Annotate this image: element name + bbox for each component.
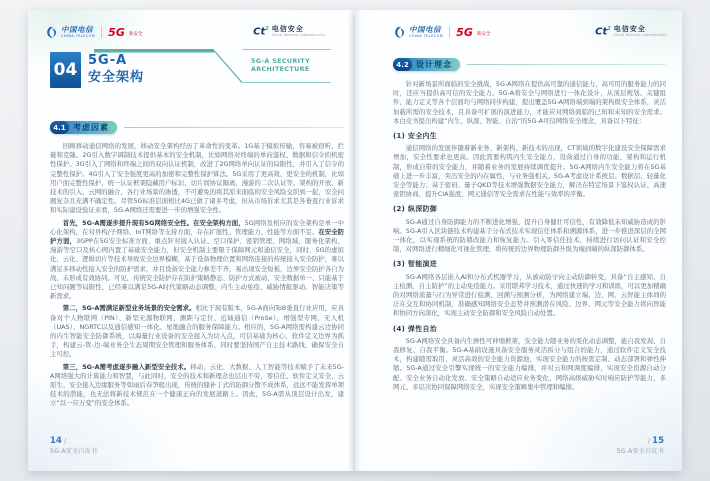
item-heading: (3) 智能演进 xyxy=(393,260,438,269)
page-left xyxy=(28,10,355,471)
telecom-security-wordmark-en: China Telecom Cybersecurity xyxy=(271,33,325,38)
page-footer-left: 14 / 5G-A安全白皮书 xyxy=(50,436,98,455)
telecom-security-wordmark-en: China Telecom Cybersecurity xyxy=(613,33,667,38)
chapter-subtitle-line2: ARCHITECTURE xyxy=(251,66,310,73)
right-page-body xyxy=(393,80,666,395)
item-heading: (2) 纵深防御 xyxy=(393,205,438,214)
telecom-security-logo xyxy=(253,26,325,37)
china-telecom-logo xyxy=(393,26,490,39)
item-heading: (4) 弹性自治 xyxy=(393,324,438,333)
paragraph: 首先，5G-A需逐步提升现有5G网络安全性。在安全架构方面，5G网络及相应的安全架构是单一中心化架构，在对异构/子网络、IoT网络等支持方面，存在扩展性、管理能力、性能等方面不足。在安全防护方面，3GPP在5G安全标准方面，重点针对接入认证、空口保护、密钥管理、网络域、服务化架构、漫游等空口及核心网内置了基础安全能力，但安全机制主要限于保障网元和通信安全，同时，5G的虚拟化、云化、逻辑切片等技术导致安全边界模糊，基于设备物理位置和网络连接的传统接入安全防护，难以满足多移动性接入安全的防护需求，并且设备安全能力参差不齐，易出现安全短板，边界安全防护各自为战、未形成有效协同。可见，传统安全防护存在防护策略静态、防护方式被动、安全数据单一、只能基于已知问题等局限性，已经难以满足5G-A时代策略动态调整、内生主动免疫、威胁情报驱动、智能决策等新需求。 xyxy=(50,218,345,301)
section-heading-4-2 xyxy=(393,58,666,71)
footer-label: 5G-A安全白皮书 xyxy=(50,448,98,455)
section-rule xyxy=(124,127,344,128)
section-pill xyxy=(393,58,460,71)
page-number: 15 xyxy=(652,436,664,446)
china-telecom-logo xyxy=(45,26,142,39)
page-header xyxy=(393,22,667,42)
section-number-badge: 4.2 xyxy=(393,58,412,71)
chapter-subtitle xyxy=(242,49,331,83)
paragraph: 针对新场景所面临的安全挑战，5G-A网络在提供高可靠的通信能力、高可用的服务能力的同时，还应当提供高可信的安全能力。5G-A将安全与网络进行一体化设计，从顶层规划、关键组件、能力定义等各个层面均与网络同步构建，提出覆盖5G-A网络端到端的架构级安全体系，灵活加载所需的安全技术，且具备可扩展的演进能力，才能应对网络面临的已知和未知的安全需求。本白皮书提出构建“内生、纵深、智能、自治”的5G-A可信网络安全理念，具备以下特征： xyxy=(393,80,666,125)
section-title: 设计理念 xyxy=(416,60,452,69)
item-heading: (1) 安全内生 xyxy=(393,132,438,141)
logo-divider xyxy=(101,26,102,38)
chapter-number: 04 xyxy=(50,52,81,88)
telecom-security-logo xyxy=(595,26,667,37)
logo-divider xyxy=(449,26,450,38)
china-telecom-logo-icon xyxy=(45,26,58,39)
section-number-badge: 4.1 xyxy=(50,121,69,134)
section-heading-4-1 xyxy=(50,121,344,134)
paragraph: 5G-A网络各层嵌入AI和分布式机器学习，从被动防守向主动防御转变，具备“自主感知、自主检测、自主防护”的主动免疫能力。采用联邦学习技术，通过快速的学习和训练，可以更加精确的对网络流量与行为异常进行检测、回溯与预测分析，为网络建立端、边、网、云智能主体间的泛在交互和协同机制，准确感知网络安全态势并预测潜在风险。边界、网元等安全能力将向智能和协同方向深化，实现主动安全防御和安全风险自动处置。 xyxy=(393,272,666,318)
paragraph: 5G-A网络安全具备内生弹性可伸缩框架，安全能力随业务的变化动态调整，能自我发现、自我修复、自我平衡。5G-A基础设施具备安全服务灵活拆分与组合的能力，通过软件定义安全技术，构建随需取用、灵活高效的安全能力资源池，实现安全能力的按需定制、动态部署和弹性伸缩。5G-A通过安全引擎实现统一的安全能力编排，并对云和网调度编排，实现安全资源自动分配、安全业务自动化发放、安全策略自动适应业务变化、网络高级威胁实时响应防护等能力，多网元、多层次协同保障网络安全，实现安全策略集中管理和编排。 xyxy=(393,336,666,391)
paragraph: 第二，5G-A需满足新型业务场景的安全需求。相比于现有版本，5G-A面向ToB垂直行业应用，应具备对个人物联网（PIN）、新型无源物联网、测距与定位、近域通信（ProSe）、增强型专网、无人机（UAS）、NGRTC以及通信感知一体化、星地融合的服务保障能力。相应的，5G-A网络需构建云边协同的内生智能安全防御系统，以海量行业设备的安全接入为切入点，可信基础为核心、软件定义边界为抓手，构建云-管-边-端业务全生态周期安全管理和服务体系，同时要坚持国产自主技术路线，确保安全自主可控。 xyxy=(50,304,344,359)
china-telecom-wordmark: 中国电信 xyxy=(61,25,93,34)
fiveg-logo: 5G xyxy=(108,25,125,39)
fiveg-logo-sub: 新安全 xyxy=(128,31,143,37)
telecom-security-logo-icon: Ct$^2$ xyxy=(253,25,269,38)
fiveg-logo-sub: 新安全 xyxy=(476,31,491,37)
footer-label: 5G-A安全白皮书 xyxy=(616,448,664,455)
section-title: 考虑因素 xyxy=(73,123,109,132)
chapter-title xyxy=(88,52,144,86)
paragraph: 通信网络的发展伴随着新业务、新架构、新技术的出现，CT领域的数字化建设安全保障需求增加，安全性要求也更高。因此需要构筑内生安全能力，设备通过自身的功能、架构和运行机制，形成自带的安全能力，并随着业务的发展持续调优提升。5G-A网络内生安全能力将在5G基础上进一步丰富，突出安全的内在属性，与业务强相关。5G-A考虑设计系统层、数据层、轻量化安全等能力；基于密码、量子QKD等技术增强数据安全能力，解决在特定场景下鉴权认证、高速密钥协商、提升CIA强度、网元通信等安全需求在性能与效率的平衡。 xyxy=(393,144,666,199)
china-telecom-wordmark: 中国电信 xyxy=(409,25,441,34)
section-pill xyxy=(50,121,117,134)
page-header xyxy=(45,22,325,42)
chapter-subtitle-line1: 5G-A SECURITY xyxy=(251,57,311,65)
left-page-body xyxy=(50,142,344,412)
chapter-title-line1: 5G-A xyxy=(88,53,128,68)
paragraph: 5G-A通过自身防御能力的不断进化增强，提升自身健壮可信性，有效降低未知威胁造成的影响。5G-A引入区块链技术构建基于分布式技术实现信任体系和溯源体系，进一步推进深层的全网一体化，以实现系统的防篡改能力和恢复能力。引入零信任技术，持续进行访问认证和安全控制，对网络进行精细化可视化管理，将传统的边界物理防御升级为端到端的纵深防御体系。 xyxy=(393,217,666,254)
telecom-security-wordmark: 电信安全 xyxy=(271,25,304,34)
china-telecom-wordmark-en: CHINA TELECOM xyxy=(61,33,96,38)
telecom-security-wordmark: 电信安全 xyxy=(613,25,646,34)
page-right xyxy=(355,10,682,471)
paragraph: 回顾移动通信网络的发展，移动安全架构经历了革命性的变革。1G基于模拟传输，容易被窃听、拦截和克隆。2G引入数字调制技术提供基本的安全机制，比如网络对终端的单向鉴权、数据和信令的机密性保护。3G引入了网络和终端之间的双向认证机制，改进了2G网络单向认证的局限性，并引入了信令的完整性保护。4G引入了安全强度更高的加密和完整性保护算法。5G采用了更高效、更安全的机制，比如用户面完整性保护、统一认证框架隐藏用户标识、切片间协议隔离、漫游的二次认证等。架构的开放、新技术的引入、云网的融合、各行业场景的渗透，不可避免的将其原来面临的安全风险交织到一起，安全问题复杂且充满不确定性。尽管5G标准层面相比4G已做了诸多考虑，但从市场诉求尤其是各垂直行业诉求和实际建设验证来看，5G-A网络还需要进一步的增强安全性。 xyxy=(50,142,344,215)
page-footer-right: / 15 5G-A安全白皮书 xyxy=(616,436,664,455)
china-telecom-logo-icon xyxy=(393,26,406,39)
paragraph: 第三，5G-A需考虑逐步融入新型安全技术。移动、云化、大数据、人工智能等技术赋予了未来5G-A网络强大的计算能力和智慧，与此同时，安全的技术和新理念也层出不穷，零信任、软件定义安全、云原生、安全接入边缘服务等如雨后春笋般出现，传统的缝补丁式的防御分散不成体系，远远不能发挥单项技术的潜能，也无法将新技术规范在一个健康正向的发展道路上。因此，5G-A需从顶层设计出发，建立“以一应万变”的安全体系。 xyxy=(50,362,344,408)
china-telecom-wordmark-en: CHINA TELECOM xyxy=(409,33,444,38)
section-rule xyxy=(467,64,666,65)
telecom-security-logo-icon: Ct$^2$ xyxy=(595,25,611,38)
fiveg-logo: 5G xyxy=(456,25,473,39)
chapter-title-line2: 安全架构 xyxy=(88,70,145,85)
page-number: 14 xyxy=(50,436,62,446)
